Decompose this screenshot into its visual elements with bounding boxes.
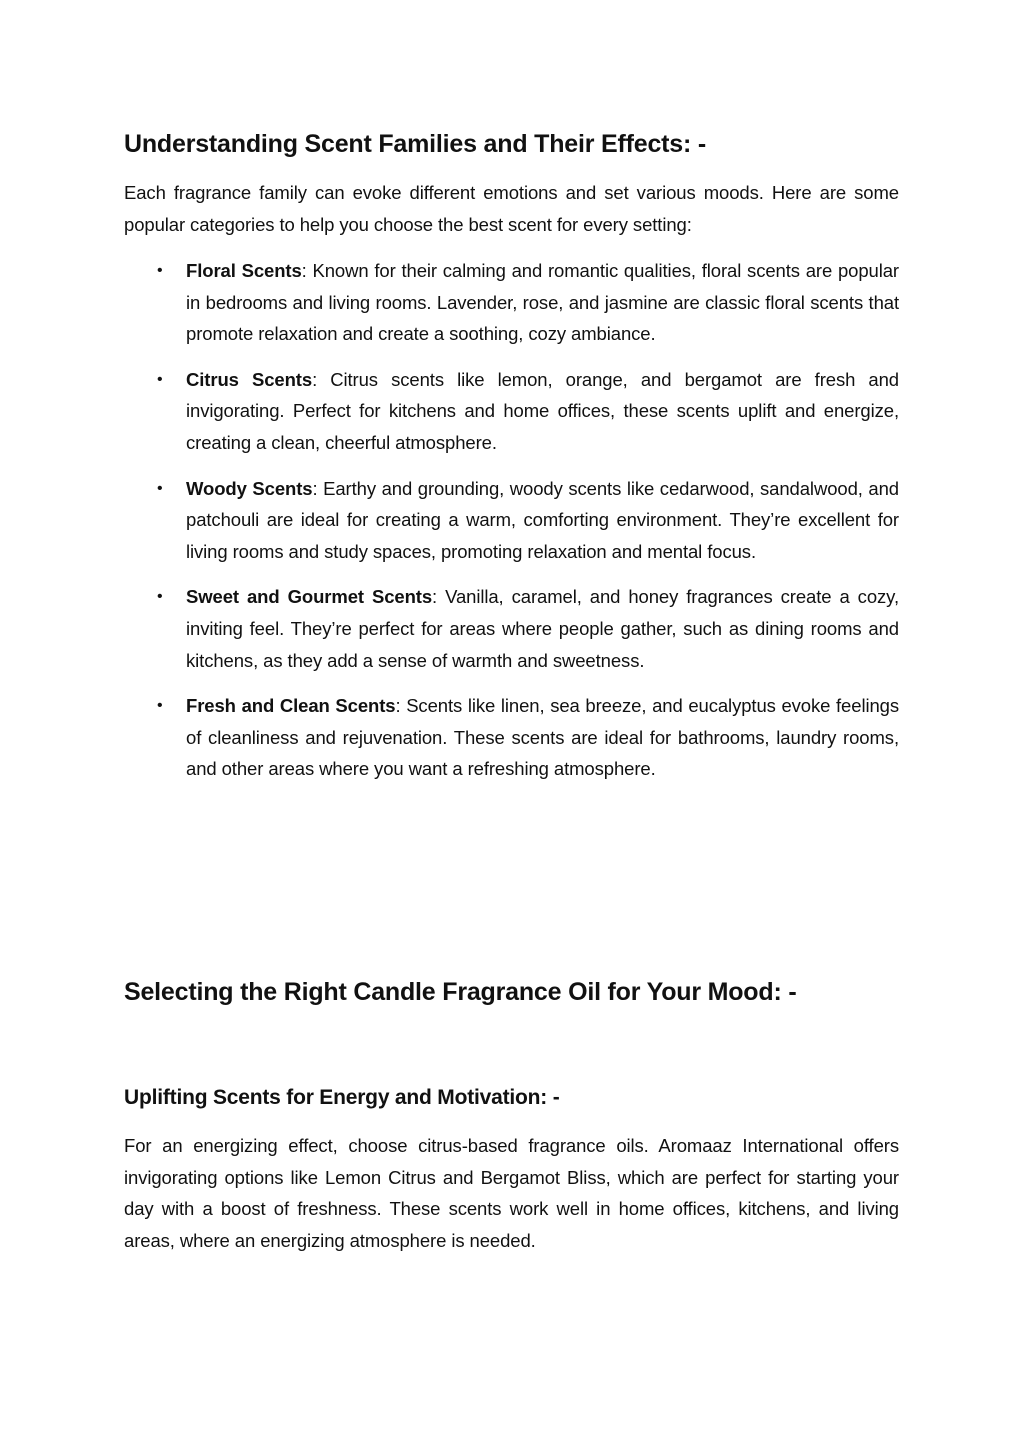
list-item bbox=[124, 255, 899, 350]
list-item-title: Fresh and Clean Scents bbox=[186, 695, 396, 717]
subsection-heading-uplifting-scents: Uplifting Scents for Energy and Motivation: - bbox=[124, 1086, 560, 1109]
list-item-text: : Known for their calming and romantic qualities, floral scents are popular in bedrooms and living rooms. Lavender, rose, and jasmine are classic floral scents that promote relaxation and create a soothing, cozy ambiance. bbox=[186, 260, 899, 345]
list-item bbox=[124, 690, 899, 785]
scent-families-list bbox=[124, 255, 899, 799]
list-item-title: Floral Scents bbox=[186, 260, 302, 281]
bullet-icon: • bbox=[157, 697, 163, 715]
intro-paragraph: Each fragrance family can evoke different emotions and set various moods. Here are some popular categories to help you choose the best scent for every setting: bbox=[124, 182, 899, 235]
bullet-icon: • bbox=[157, 479, 163, 497]
uplifting-paragraph: For an energizing effect, choose citrus-based fragrance oils. Aromaaz International offers invigorating options like Lemon Citrus and Bergamot Bliss, which are perfect for starting your day with a boost of freshness. These scents work well in home offices, kitchens, and living areas, where an energizing atmosphere is needed. bbox=[124, 1135, 899, 1251]
list-item-text: : Scents like linen, sea breeze, and eucalyptus evoke feelings of cleanliness and rejuvenation. These scents are ideal for bathrooms, laundry rooms, and other areas where you want a refreshing atmosphere. bbox=[186, 695, 899, 780]
bullet-icon: • bbox=[157, 588, 163, 606]
list-item-title: Woody Scents bbox=[186, 477, 313, 499]
list-item bbox=[124, 364, 899, 459]
list-item-text: : Citrus scents like lemon, orange, and bergamot are fresh and invigorating. Perfect for kitchens and home offices, these scents uplift and energize, creating a clean, cheerful atmosphere. bbox=[186, 368, 899, 453]
bullet-icon: • bbox=[157, 262, 163, 279]
bullet-icon: • bbox=[157, 370, 163, 388]
list-item-title: Citrus Scents bbox=[186, 368, 313, 390]
list-item-text: : Earthy and grounding, woody scents like cedarwood, sandalwood, and patchouli are ideal for creating a warm, comforting environment. They’re excellent for living rooms and study spaces, promoting relaxation and mental focus. bbox=[186, 477, 899, 562]
section-heading-scent-families: Understanding Scent Families and Their Effects: - bbox=[124, 130, 706, 158]
section-heading-selecting-fragrance: Selecting the Right Candle Fragrance Oil for Your Mood: - bbox=[124, 978, 797, 1006]
list-item bbox=[124, 581, 899, 676]
list-item-text: : Vanilla, caramel, and honey fragrances create a cozy, inviting feel. They’re perfect for areas where people gather, such as dining rooms and kitchens, as they add a sense of warmth and sweetness. bbox=[186, 586, 899, 671]
list-item bbox=[124, 473, 899, 568]
list-item-title: Sweet and Gourmet Scents bbox=[186, 586, 433, 608]
